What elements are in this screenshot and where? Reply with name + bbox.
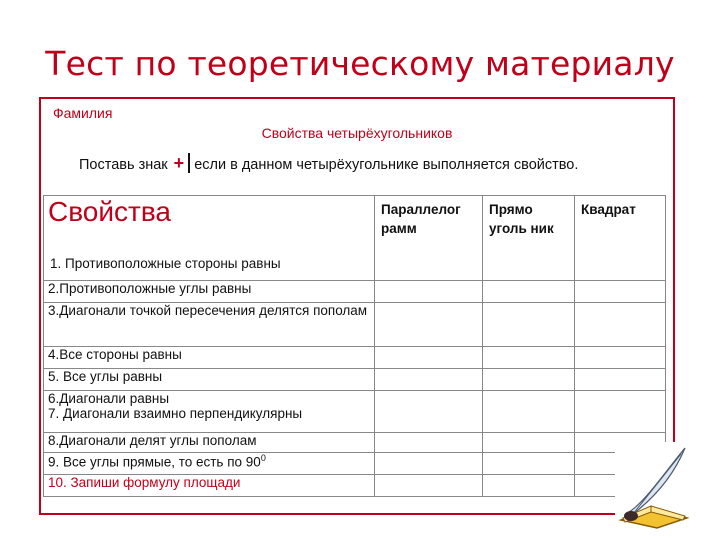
plus-sign: + [173, 153, 185, 173]
instruction-text-after: если в данном четырёхугольнике выполняется свойство. [194, 157, 579, 173]
table-row [44, 453, 666, 475]
answer-cell-parallelogram[interactable] [375, 281, 483, 303]
answer-cell-square[interactable] [575, 347, 666, 369]
properties-table [43, 195, 666, 497]
table-row-label: 10. Запиши формулу площади [44, 475, 375, 497]
answer-cell-rectangle[interactable] [483, 303, 575, 347]
table-header-row [44, 196, 666, 281]
table-row-label: 5. Все углы равны [44, 369, 375, 391]
table-row-label: 9. Все углы прямые, то есть по 90 [48, 454, 261, 470]
answer-cell-square[interactable] [575, 281, 666, 303]
instruction-text-before: Поставь знак [79, 157, 168, 173]
answer-cell-rectangle[interactable] [483, 475, 575, 497]
answer-cell-parallelogram[interactable] [375, 453, 483, 475]
text-cursor [188, 153, 190, 173]
answer-cell-rectangle[interactable] [483, 281, 575, 303]
degree-symbol: 0 [260, 453, 266, 463]
answer-cell-rectangle[interactable] [483, 453, 575, 475]
table-row-label: 3.Диагонали точкой пересечения делятся пополам [44, 303, 375, 347]
instruction [79, 153, 578, 174]
answer-cell-square[interactable] [575, 391, 666, 433]
answer-cell-rectangle[interactable] [483, 347, 575, 369]
answer-cell-rectangle[interactable] [483, 391, 575, 433]
answer-cell-parallelogram[interactable] [375, 391, 483, 433]
table-row-label: 8.Диагонали делят углы пополам [44, 433, 375, 453]
header-parallelogram: Параллелог рамм [375, 196, 483, 281]
table-row-label: 1. Противоположные стороны равны [50, 256, 281, 271]
header-rectangle: Прямо уголь ник [483, 196, 575, 281]
properties-heading: Свойства [48, 196, 171, 227]
answer-cell-parallelogram[interactable] [375, 475, 483, 497]
table-row [44, 369, 666, 391]
table-row [44, 433, 666, 453]
answer-cell-parallelogram[interactable] [375, 303, 483, 347]
surname-label: Фамилия [53, 105, 113, 121]
table-row [44, 303, 666, 347]
table-row-right-angles [44, 453, 375, 475]
answer-cell-parallelogram[interactable] [375, 433, 483, 453]
table-row [44, 347, 666, 369]
answer-cell-square[interactable] [575, 303, 666, 347]
answer-cell-parallelogram[interactable] [375, 369, 483, 391]
worksheet-subtitle: Свойства четырёхугольников [261, 125, 453, 141]
header-square: Квадрат [575, 196, 666, 281]
table-row [44, 281, 666, 303]
table-row-label-pair [44, 391, 375, 433]
table-row-label: 7. Диагонали взаимно перпендикулярны [48, 406, 303, 421]
worksheet [39, 97, 675, 515]
answer-cell-square[interactable] [575, 369, 666, 391]
table-row-label: 2.Противоположные углы равны [44, 281, 375, 303]
table-row [44, 475, 666, 497]
quill-and-book-icon [615, 442, 693, 530]
table-row-label: 6.Диагонали равны [48, 391, 170, 406]
answer-cell-rectangle[interactable] [483, 433, 575, 453]
header-properties [44, 196, 375, 281]
table-row [44, 391, 666, 433]
table-row-label: 4.Все стороны равны [44, 347, 375, 369]
slide-title: Тест по теоретическому материалу [45, 44, 675, 83]
answer-cell-rectangle[interactable] [483, 369, 575, 391]
answer-cell-parallelogram[interactable] [375, 347, 483, 369]
